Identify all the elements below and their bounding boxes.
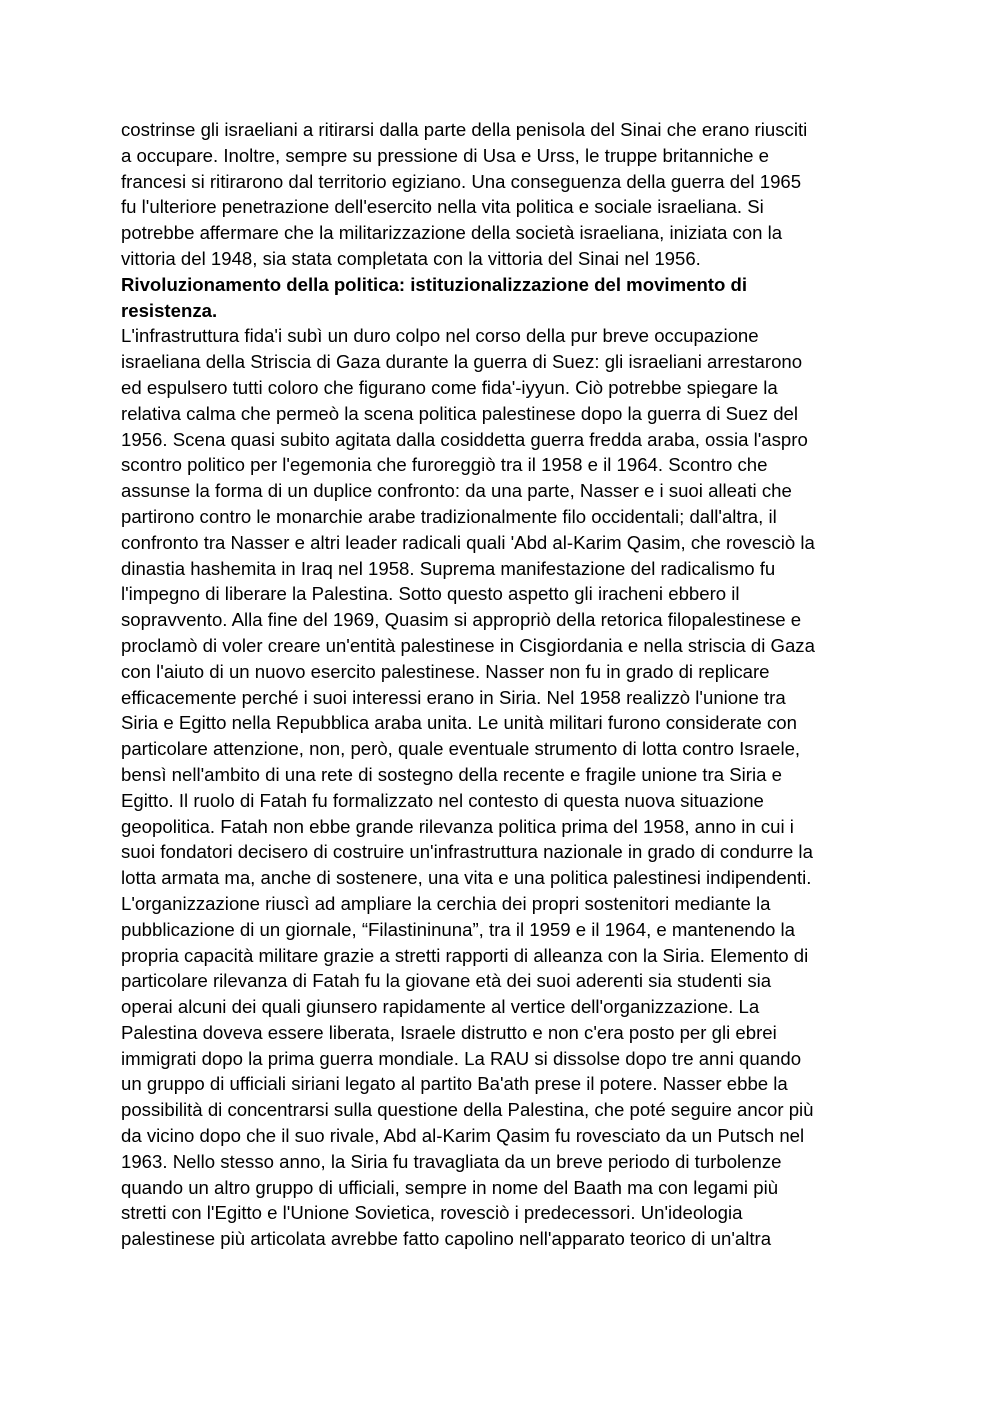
paragraph-line: un gruppo di ufficiali siriani legato al partito Ba'ath prese il potere. Nasser ebbe la <box>121 1073 788 1095</box>
paragraph-line: suoi fondatori decisero di costruire un'infrastruttura nazionale in grado di condurre la <box>121 841 813 863</box>
paragraph-line: Palestina doveva essere liberata, Israele distrutto e non c'era posto per gli ebrei <box>121 1021 777 1043</box>
paragraph-line: L'infrastruttura fida'i subì un duro colpo nel corso della pur breve occupazione <box>121 325 759 347</box>
paragraph-line: 1963. Nello stesso anno, la Siria fu travagliata da un breve periodo di turbolenze <box>121 1150 782 1172</box>
paragraph-line: l'impegno di liberare la Palestina. Sotto questo aspetto gli iracheni ebbero il <box>121 583 740 605</box>
paragraph-line: operai alcuni dei quali giunsero rapidamente al vertice dell'organizzazione. La <box>121 996 760 1018</box>
paragraph-line: Siria e Egitto nella Repubblica araba unita. Le unità militari furono considerate con <box>121 712 797 734</box>
paragraph-line: vittoria del 1948, sia stata completata con la vittoria del Sinai nel 1956. <box>121 247 701 269</box>
paragraph-line: proclamò di voler creare un'entità palestinese in Cisgiordania e nella striscia di Gaza <box>121 634 815 656</box>
paragraph-line: propria capacità militare grazie a stretti rapporti di alleanza con la Siria. Elemento di <box>121 944 809 966</box>
paragraph-line: L'organizzazione riuscì ad ampliare la cerchia dei propri sostenitori mediante la <box>121 892 771 914</box>
paragraph-line: a occupare. Inoltre, sempre su pressione di Usa e Urss, le truppe britanniche e <box>121 144 770 166</box>
paragraph-line: costrinse gli israeliani a ritirarsi dalla parte della penisola del Sinai che erano riusciti <box>121 119 808 140</box>
paragraph-line: bensì nell'ambito di una rete di sostegno della recente e fragile unione tra Siria e <box>121 763 782 785</box>
paragraph-line: quando un altro gruppo di ufficiali, sempre in nome del Baath ma con legami più <box>121 1176 779 1198</box>
paragraph-line: ed espulsero tutti coloro che figurano come fida'-iyyun. Ciò potrebbe spiegare la <box>121 376 778 398</box>
paragraph-line: confronto tra Nasser e altri leader radicali quali 'Abd al-Karim Qasim, che rovesciò la <box>121 531 815 553</box>
paragraph-line: 1956. Scena quasi subito agitata dalla cosiddetta guerra fredda araba, ossia l'aspro <box>121 428 808 450</box>
section-heading: Rivoluzionamento della politica: istituzionalizzazione del movimento di <box>121 273 748 295</box>
paragraph-line: con l'aiuto di un nuovo esercito palestinese. Nasser non fu in grado di replicare <box>121 660 770 682</box>
paragraph-line: da vicino dopo che il suo rivale, Abd al-Karim Qasim fu rovesciato da un Putsch nel <box>121 1125 805 1147</box>
paragraph-line: francesi si ritirarono dal territorio egiziano. Una conseguenza della guerra del 1965 <box>121 170 802 192</box>
paragraph-line: potrebbe affermare che la militarizzazione della società israeliana, iniziata con la <box>121 222 783 244</box>
paragraph-line: geopolitica. Fatah non ebbe grande rilevanza politica prima del 1958, anno in cui i <box>121 815 794 837</box>
paragraph-line: partirono contro le monarchie arabe tradizionalmente filo occidentali; dall'altra, il <box>121 505 777 527</box>
paragraph-line: assunse la forma di un duplice confronto: da una parte, Nasser e i suoi alleati che <box>121 480 792 502</box>
paragraph-line: particolare attenzione, non, però, quale eventuale strumento di lotta contro Israele, <box>121 738 801 760</box>
paragraph-line: stretti con l'Egitto e l'Unione Sovietica, rovesciò i predecessori. Un'ideologia <box>121 1202 743 1224</box>
section-heading: resistenza. <box>121 299 218 321</box>
body-text <box>121 117 891 1252</box>
paragraph-line: efficacemente perché i suoi interessi erano in Siria. Nel 1958 realizzò l'unione tra <box>121 686 786 708</box>
paragraph-line: sopravvento. Alla fine del 1969, Quasim si appropriò della retorica filopalestinese e <box>121 609 802 631</box>
paragraph-line: Egitto. Il ruolo di Fatah fu formalizzato nel contesto di questa nuova situazione <box>121 789 764 811</box>
paragraph-line: palestinese più articolata avrebbe fatto capolino nell'apparato teorico di un'altra <box>121 1228 772 1250</box>
paragraph-line: israeliana della Striscia di Gaza durante la guerra di Suez: gli israeliani arrestarono <box>121 351 803 373</box>
paragraph-line: particolare rilevanza di Fatah fu la giovane età dei suoi aderenti sia studenti sia <box>121 970 772 992</box>
paragraph-line: fu l'ulteriore penetrazione dell'esercito nella vita politica e sociale israeliana. Si <box>121 196 764 218</box>
paragraph-line: relativa calma che permeò la scena politica palestinese dopo la guerra di Suez del <box>121 402 799 424</box>
paragraph-line: immigrati dopo la prima guerra mondiale. La RAU si dissolse dopo tre anni quando <box>121 1047 802 1069</box>
paragraph-line: pubblicazione di un giornale, “Filastininuna”, tra il 1959 e il 1964, e mantenendo la <box>121 918 795 940</box>
paragraph-line: dinastia hashemita in Iraq nel 1958. Suprema manifestazione del radicalismo fu <box>121 557 776 579</box>
paragraph-line: possibilità di concentrarsi sulla questione della Palestina, che poté seguire ancor più <box>121 1099 814 1121</box>
paragraph-line: scontro politico per l'egemonia che furoreggiò tra il 1958 e il 1964. Scontro che <box>121 454 768 476</box>
paragraph-line: lotta armata ma, anche di sostenere, una vita e una politica palestinesi indipendenti. <box>121 867 812 889</box>
